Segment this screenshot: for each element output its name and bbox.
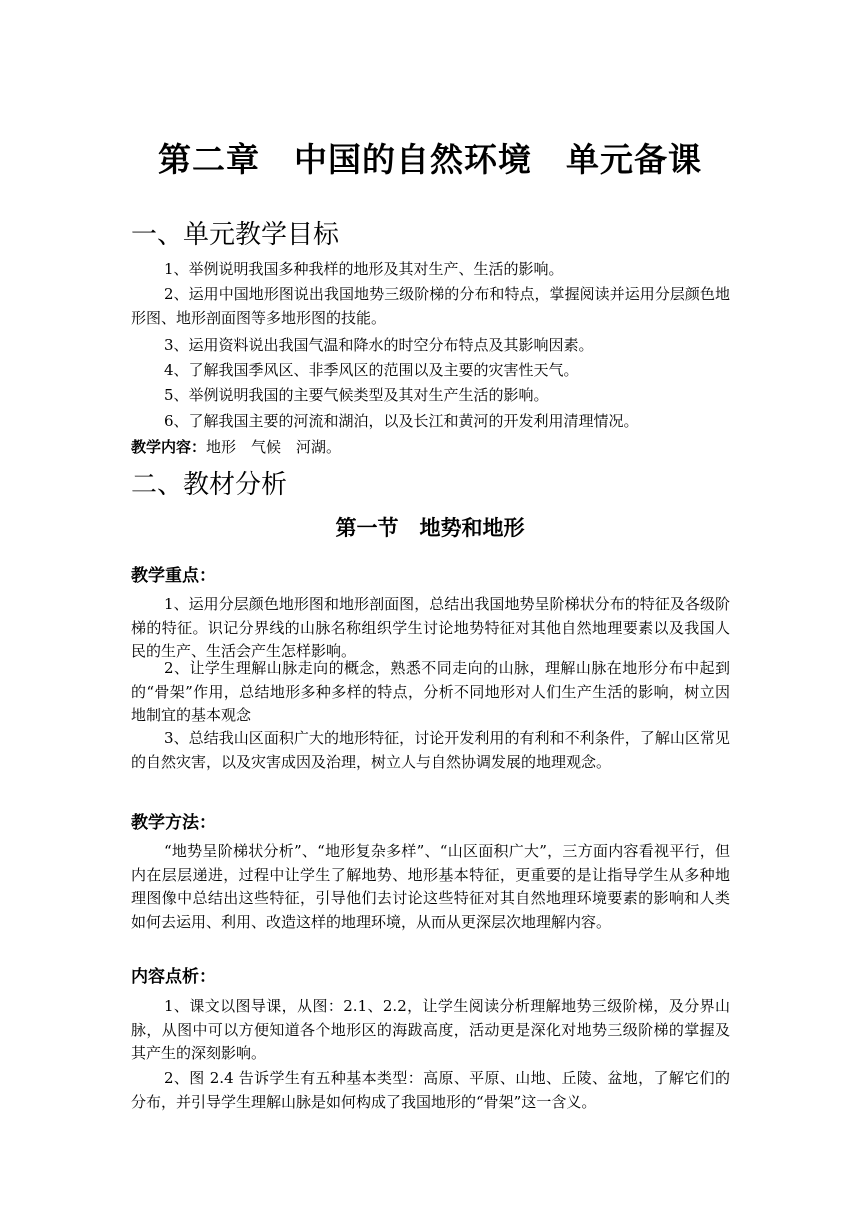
key-point-3: 3、总结我山区面积广大的地形特征，讨论开发利用的有利和不利条件，了解山区常见的自然灾害，以及灾害成因及治理，树立人与自然协调发展的地理观念。: [131, 729, 730, 771]
key-point-1: 1、运用分层颜色地形图和地形剖面图，总结出我国地势呈阶梯状分布的特征及各级阶梯的特征。识记分界线的山脉名称组织学生讨论地势特征对其他自然地理要素以及我国人民的生产、生活会产生怎样影响。: [131, 595, 730, 660]
goal-item-6: 6、了解我国主要的河流和湖泊，以及长江和黄河的开发利用清理情况。: [164, 412, 639, 430]
analysis-item-2: 2、图 2.4 告诉学生有五种基本类型：高原、平原、山地、丘陵、盆地，了解它们的分布，并引导学生理解山脉是如何构成了我国地形的“骨架”这一含义。: [131, 1069, 730, 1111]
analysis-heading: 内容点析：: [131, 967, 216, 987]
goal-item-4: 4、了解我国季风区、非季风区的范围以及主要的灾害性天气。: [164, 361, 579, 379]
goal-item-3: 3、运用资料说出我国气温和降水的时空分布特点及其影响因素。: [164, 336, 594, 354]
teaching-content-label: 教学内容：: [131, 438, 207, 456]
goal-item-5: 5、举例说明我国的主要气候类型及其对生产生活的影响。: [164, 386, 549, 404]
subsection-title: 第一节 地势和地形: [335, 516, 525, 540]
teaching-content-line: [131, 436, 341, 457]
goal-item-1: 1、举例说明我国多种我样的地形及其对生产、生活的影响。: [164, 260, 564, 278]
methods-paragraph: “地势呈阶梯状分析”、“地形复杂多样”、“山区面积广大”，三方面内容看视平行，但内在层层递进，过程中让学生了解地势、地形基本特征，更重要的是让指导学生从多种地理图像中总结出这些特征，引导他们去讨论这些特征对其自然地理环境要素的影响和人类如何去运用、利用、改造这样的地理环境，从而从更深层次地理解内容。: [131, 842, 730, 931]
section-heading-goals: 一、单元教学目标: [131, 220, 340, 250]
page-title: 第二章 中国的自然环境 单元备课: [158, 140, 702, 179]
section-heading-analysis: 二、教材分析: [131, 470, 288, 500]
teaching-content-value: 地形 气候 河湖。: [206, 438, 342, 456]
methods-heading: 教学方法：: [131, 813, 216, 833]
key-point-2: 2、让学生理解山脉走向的概念，熟悉不同走向的山脉，理解山脉在地形分布中起到的“骨架”作用，总结地形多种多样的特点，分析不同地形对人们生产生活的影响，树立因地制宜的基本观念: [131, 659, 730, 724]
key-points-heading: 教学重点：: [131, 566, 216, 586]
goal-item-2: 2、运用中国地形图说出我国地势三级阶梯的分布和特点，掌握阅读并运用分层颜色地形图、地形剖面图等多地形图的技能。: [131, 285, 730, 327]
analysis-item-1: 1、课文以图导课，从图：2.1、2.2，让学生阅读分析理解地势三级阶梯，及分界山脉，从图中可以方便知道各个地形区的海跋高度，活动更是深化对地势三级阶梯的掌握及其产生的深刻影响。: [131, 997, 730, 1062]
